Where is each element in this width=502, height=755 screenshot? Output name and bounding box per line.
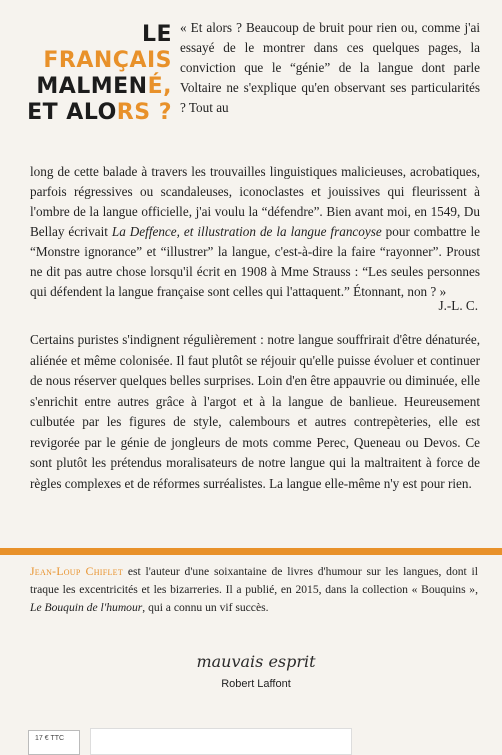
- title-line-1-part-a: LE: [141, 22, 172, 47]
- orange-divider: [0, 548, 502, 555]
- author-bio-part-1: est l'auteur d'une soixantaine de livres d'humour sur les langues, dont il traque les excentricités et les bizarreries. Il a publié, en 2015, dans la collection « Bouquins »,: [30, 565, 478, 596]
- quote-continuation-part-2: pour combattre le “Monstre ignorance” et “illustrer” la langue, c'est-à-dire la faire “rayonner”. Proust ne dit pas autre chose lorsqu'il écrit en 1908 à Mme Strauss : “Les seules personnes qui défendent la langue française sont celles qui l'attaquent.” Étonnant, non ? »: [30, 224, 480, 299]
- title-line-2-part-a: MALMEN: [36, 74, 148, 99]
- du-bellay-title: La Deffence, et illustration de la langue francoyse: [111, 224, 382, 239]
- author-book-title: Le Bouquin de l'humour: [30, 601, 143, 614]
- title-line-2: [22, 74, 172, 100]
- publisher-logo: [176, 652, 336, 706]
- title-line-3-part-a: ET ALO: [27, 100, 117, 125]
- book-title: [22, 22, 172, 126]
- quote-lead: « Et alors ? Beaucoup de bruit pour rien ou, comme j'ai essayé de le montrer dans ces quelques pages, la conviction que le “génie” de la langue dont parle Voltaire ne s'explique qu'en observant ses particularités ? Tout au: [180, 20, 480, 115]
- quote-continuation-part-1: long de cette balade à travers les trouvailles linguistiques malicieuses, acrobatiques, parfois régressives ou scandaleuses, iconoclastes et jouissives qui fleurissent à l'ombre de la langue officielle, j'ai voulu la “défendre”. Bien avant moi, en 1549, Du Bellay écrivait: [30, 164, 480, 239]
- price-box: [28, 730, 80, 755]
- publisher-name: Robert Laffont: [221, 678, 291, 690]
- blurb-paragraph: Certains puristes s'indignent régulièrement : notre langue souffrirait d'être dénaturée, aliénée et même colonisée. Il faut plutôt se réjouir qu'elle puisse évoluer et continuer de nous réserver quelques belles surprises. Loin d'en être appauvrie ou diminuée, elle s'enrichit entre autres grâce à l'argot et à la langue de banlieue. Heureusement culbutée par les figures de style, calembours et autres contrepèteries, elle est revigorée par le génie de jongleurs de mots comme Perec, Queneau ou Devos. Ce sont plutôt les prétendus moralisateurs de notre langue qui la maltraitent à force de règles complexes et de réformes surréalistes. La langue elle-même n'y est pour rien.: [30, 332, 480, 491]
- title-line-3: [22, 100, 172, 126]
- author-name: Jean-Loup Chiflet: [30, 565, 124, 578]
- title-line-1-part-b: FRANÇAIS: [43, 48, 172, 73]
- author-bio-part-2: , qui a connu un vif succès.: [142, 601, 269, 614]
- barcode-area: [90, 728, 352, 755]
- publisher-collection: mauvais esprit: [196, 652, 316, 671]
- title-line-2-part-b: É,: [147, 74, 172, 99]
- quote-continuation: [30, 162, 480, 302]
- author-bio: [30, 563, 478, 617]
- price: 17 € TTC: [35, 735, 65, 742]
- title-line-3-part-b: RS ?: [116, 100, 172, 125]
- title-line-1: [22, 22, 172, 74]
- quote-initials: J.-L. C.: [438, 298, 478, 313]
